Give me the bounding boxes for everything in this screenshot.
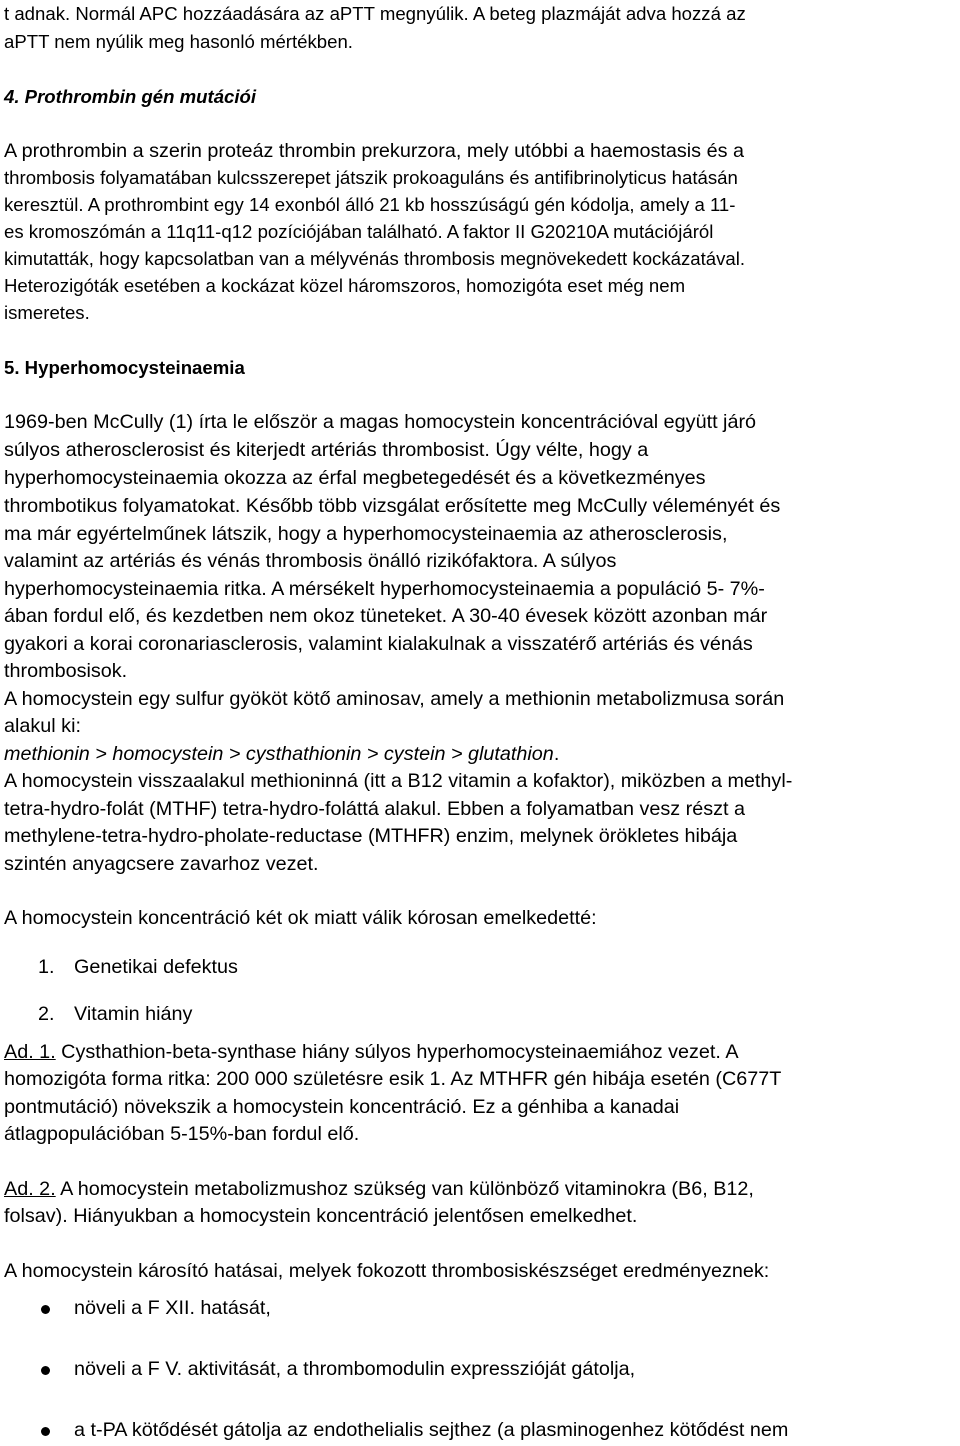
paragraph-line: átlagpopulációban 5-15%-ban fordul elő. [4, 1123, 360, 1145]
list-item: növeli a F XII. hatását, [74, 1297, 271, 1319]
paragraph-line: t adnak. Normál APC hozzáadására az aPTT megnyúlik. A beteg plazmáját adva hozzá az [4, 3, 746, 24]
paragraph-line: 1969-ben McCully (1) írta le először a magas homocystein koncentrációval együtt járó [4, 411, 757, 433]
pathway-line [4, 745, 559, 765]
list-item: növeli a F V. aktivitását, a thrombomodulin expresszióját gátolja, [74, 1358, 636, 1380]
ad1-text: Cysthathion-beta-synthase hiány súlyos hyperhomocysteinaemiához vezet. A [55, 1041, 739, 1063]
ad2-first-line [4, 1180, 754, 1200]
section-heading-4: 4. Prothrombin gén mutációi [4, 86, 257, 107]
paragraph-line: hyperhomocysteinaemia ritka. A mérsékelt hyperhomocysteinaemia a populáció 5- 7%- [4, 578, 765, 600]
bullet-dot-icon [41, 1305, 50, 1314]
list-item-number: 2. [38, 1003, 55, 1025]
paragraph-line: thrombotikus folyamatokat. Később több vizsgálat erősítette meg McCully véleményét és [4, 495, 781, 517]
paragraph-line: Heterozigóták esetében a kockázat közel háromszoros, homozigóta eset még nem [4, 275, 686, 296]
paragraph-line: alakul ki: [4, 715, 81, 737]
list-item: a t-PA kötődését gátolja az endothelialis sejthez (a plasminogenhez kötődést nem [74, 1419, 789, 1441]
paragraph-line: methylene-tetra-hydro-pholate-reductase (MTHFR) enzim, melynek örökletes hibája [4, 825, 738, 847]
paragraph-line: keresztül. A prothrombint egy 14 exonból álló 21 kb hosszúságú gén kódolja, amely a 11- [4, 194, 736, 215]
paragraph-line: ában fordul elő, és kezdetben nem okoz tüneteket. A 30-40 évesek között azonban már [4, 605, 768, 627]
paragraph-line: pontmutáció) növekszik a homocystein koncentráció. Ez a génhiba a kanadai [4, 1096, 680, 1118]
paragraph-line: aPTT nem nyúlik meg hasonló mértékben. [4, 31, 353, 52]
pathway-formula: methionin > homocystein > cysthathionin > cystein > glutathion [4, 743, 554, 765]
bullet-dot-icon [41, 1427, 50, 1436]
paragraph-line: homozigóta forma ritka: 200 000 születésre esik 1. Az MTHFR gén hibája esetén (C677T [4, 1068, 782, 1090]
ad1-label: Ad. 1. [4, 1041, 56, 1063]
paragraph-line: A homocystein egy sulfur gyököt kötő aminosav, amely a methionin metabolizmusa során [4, 688, 785, 710]
causes-intro: A homocystein koncentráció két ok miatt válik kórosan emelkedetté: [4, 907, 597, 929]
ad2-text: A homocystein metabolizmushoz szükség van különböző vitaminokra (B6, B12, [55, 1178, 754, 1200]
ad1-first-line [4, 1043, 739, 1063]
paragraph-line: szintén anyagcsere zavarhoz vezet. [4, 853, 319, 875]
list-item-number: 1. [38, 956, 55, 978]
paragraph-line: gyakori a korai coronariasclerosis, valamint kialakulnak a visszatérő artériás és vénás [4, 633, 753, 655]
ad2-label: Ad. 2. [4, 1178, 56, 1200]
paragraph-line: valamint az artériás és vénás thrombosis önálló rizikófaktora. A súlyos [4, 550, 617, 572]
paragraph-line: thrombosis folyamatában kulcsszerepet játszik prokoaguláns és antifibrinolyticus hatásán [4, 167, 738, 188]
paragraph-line: tetra-hydro-folát (MTHF) tetra-hydro-foláttá alakul. Ebben a folyamatban vesz részt a [4, 798, 746, 820]
effects-intro: A homocystein károsító hatásai, melyek fokozott thrombosiskészséget eredményeznek: [4, 1260, 770, 1282]
paragraph-line: A prothrombin a szerin proteáz thrombin prekurzora, mely utóbbi a haemostasis és a [4, 140, 744, 162]
list-item: Genetikai defektus [74, 956, 238, 978]
list-item: Vitamin hiány [74, 1003, 193, 1025]
pathway-period: . [553, 743, 560, 765]
section-heading-5: 5. Hyperhomocysteinaemia [4, 357, 245, 378]
paragraph-line: hyperhomocysteinaemia okozza az érfal megbetegedését és a következményes [4, 467, 706, 489]
paragraph-line: ma már egyértelműnek látszik, hogy a hyperhomocysteinaemia az atherosclerosis, [4, 523, 728, 545]
paragraph-line: A homocystein visszaalakul methioninná (itt a B12 vitamin a kofaktor), miközben a methyl- [4, 770, 793, 792]
paragraph-line: es kromoszómán a 11q11-q12 pozíciójában található. A faktor II G20210A mutációjáról [4, 221, 714, 242]
paragraph-line: thrombosisok. [4, 660, 128, 682]
paragraph-line: ismeretes. [4, 302, 90, 323]
bullet-dot-icon [41, 1366, 50, 1375]
paragraph-line: súlyos atherosclerosist és kiterjedt artériás thrombosist. Úgy vélte, hogy a [4, 439, 649, 461]
paragraph-line: kimutatták, hogy kapcsolatban van a mélyvénás thrombosis megnövekedett kockázatával. [4, 248, 746, 269]
paragraph-line: folsav). Hiányukban a homocystein koncentráció jelentősen emelkedhet. [4, 1205, 638, 1227]
